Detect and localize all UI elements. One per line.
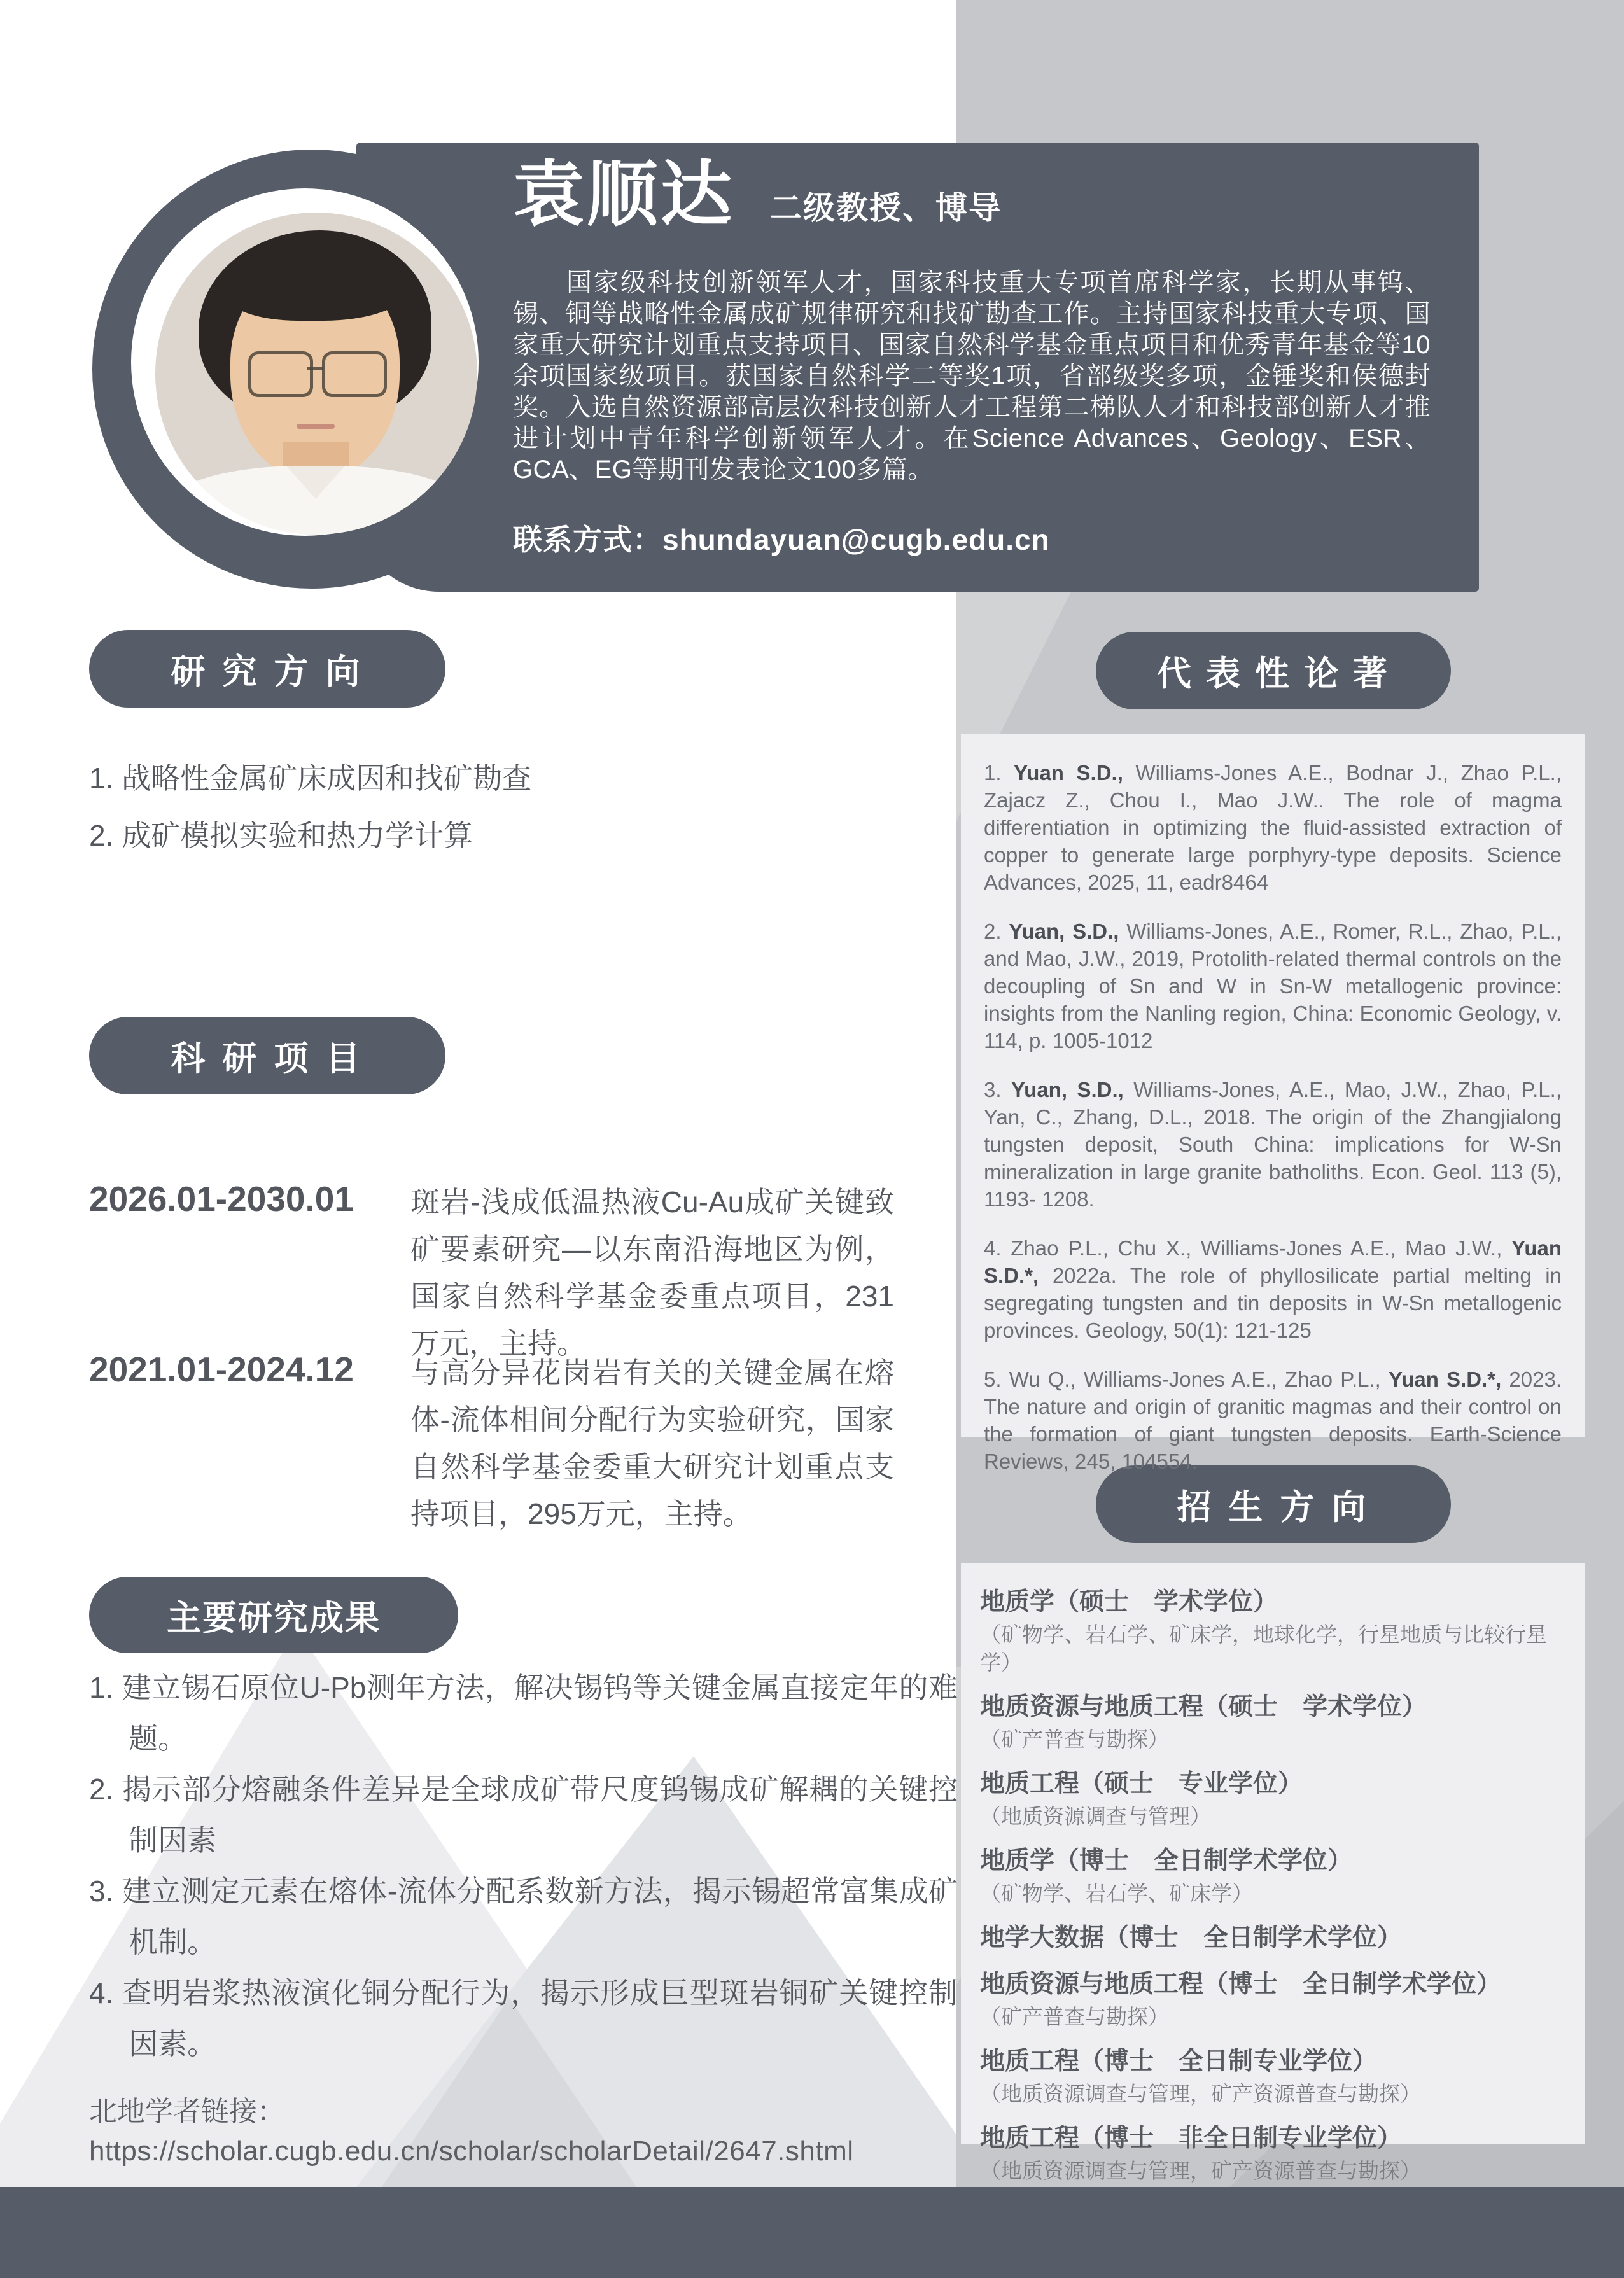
achievements-list [89, 1662, 958, 2069]
research-direction-item: 1. 战略性金属矿床成因和找矿勘查 [89, 762, 532, 795]
enrollment-item-title: 地质资源与地质工程（硕士 学术学位） [980, 1693, 1427, 1721]
enrollment-item-detail: （地质资源调查与管理，矿产资源普查与勘探） [980, 2159, 1421, 2183]
projects-badge: 科 研 项 目 [89, 1017, 445, 1094]
achievement-item: 2. 揭示部分熔融条件差异是全球成矿带尺度钨锡成矿解耦的关键控制因素 [89, 1773, 958, 1857]
enrollment-box [961, 1563, 1585, 2183]
achievement-item: 3. 建立测定元素在熔体-流体分配系数新方法，揭示锡超常富集成矿机制。 [89, 1875, 958, 1959]
research-directions-badge: 研 究 方 向 [89, 630, 445, 708]
publication-text: 2. [984, 919, 1009, 943]
person-name: 袁顺达 [513, 155, 734, 234]
contact-line[interactable]: 联系方式：shundayuan@cugb.edu.cn [513, 523, 1050, 556]
enrollment-item-title: 地质工程（博士 非全日制专业学位） [980, 2125, 1403, 2152]
photo-glasses-left [248, 351, 313, 397]
enrollment-item [980, 2123, 1565, 2185]
enrollment-item [980, 2046, 1565, 2108]
publications-badge: 代 表 性 论 著 [1096, 632, 1451, 709]
project-period: 2021.01-2024.12 [89, 1350, 354, 1389]
photo-glasses-bridge [307, 367, 323, 370]
publication-item [984, 759, 1562, 896]
scholar-link-block [89, 2092, 967, 2171]
scholar-link-url[interactable]: https://scholar.cugb.edu.cn/scholar/scholarDetail/2647.shtml [89, 2135, 854, 2167]
publication-author-highlight: Yuan S.D.*, [984, 1236, 1562, 1287]
enrollment-item-title: 地质学（博士 全日制学术学位） [980, 1847, 1353, 1875]
enrollment-item-detail: （矿物学、岩石学、矿床学） [980, 1882, 1253, 1905]
enrollment-item-title: 地学大数据（博士 全日制学术学位） [980, 1924, 1403, 1952]
enrollment-item-title: 地质学（硕士 学术学位） [980, 1588, 1278, 1616]
publication-text: Williams-Jones, A.E., Romer, R.L., Zhao, P.L., and Mao, J.W., 2019, Protolith-related thermal controls on the decoupling of Sn and W in Sn-W metallogenic province: insights from the Nanling region, China: Economic Geology, v. 114, p. 1005-1012 [984, 919, 1562, 1052]
project-description: 与高分异花岗岩有关的关键金属在熔体-流体相间分配行为实验研究，国家自然科学基金委重大研究计划重点支持项目，295万元，主持。 [410, 1356, 894, 1530]
photo-glasses-right [322, 351, 387, 397]
enrollment-item-title: 地质工程（博士 全日制专业学位） [980, 2048, 1378, 2075]
enrollment-badge: 招 生 方 向 [1096, 1465, 1451, 1543]
publication-text: Williams-Jones A.E., Bodnar J., Zhao P.L., Zajacz Z., Chou I., Mao J.W.. The role of magma differentiation in optimizing the fluid-assisted extraction of copper to generate large porphyry-type deposits. Science Advances, 2025, 11, eadr8464 [984, 761, 1562, 894]
enrollment-item [980, 1922, 1565, 1954]
footer-bar [0, 2187, 1624, 2278]
enrollment-item-detail: （矿产普查与勘探） [980, 2005, 1169, 2029]
publication-author-highlight: Yuan S.D., [1014, 761, 1123, 785]
publication-author-highlight: Yuan, S.D., [1011, 1078, 1124, 1101]
photo-hair-fringe [224, 251, 409, 321]
enrollment-item [980, 1768, 1565, 1831]
enrollment-item-title: 地质资源与地质工程（博士 全日制学术学位） [980, 1971, 1502, 1998]
enrollment-item [980, 1586, 1565, 1677]
enrollment-item-detail: （矿物学、岩石学、矿床学，地球化学，行星地质与比较行星学） [980, 1623, 1547, 1674]
photo-mouth [297, 424, 335, 429]
enrollment-item-detail: （矿产普查与勘探） [980, 1728, 1169, 1751]
enrollment-item-detail: （地质资源调查与管理） [980, 1805, 1211, 1828]
enrollment-item-title: 地质工程（硕士 专业学位） [980, 1770, 1303, 1798]
publication-author-highlight: Yuan S.D.*, [1389, 1367, 1502, 1391]
publication-item [984, 1234, 1562, 1344]
research-direction-item: 2. 成矿模拟实验和热力学计算 [89, 819, 473, 852]
enrollment-item [980, 1691, 1565, 1754]
enrollment-item [980, 1845, 1565, 1908]
publication-item [984, 1366, 1562, 1475]
publication-text: Williams-Jones, A.E., Mao, J.W., Zhao, P.L., Yan, C., Zhang, D.L., 2018. The origin of the Zhangjialong tungsten deposit, South China: implications for W-Sn mineralization in large granite batholiths. Econ. Geol. 113 (5), 1193- 1208. [984, 1078, 1562, 1211]
publications-box [961, 734, 1585, 1473]
achievement-item: 4. 查明岩浆热液演化铜分配行为，揭示形成巨型斑岩铜矿关键控制因素。 [89, 1976, 958, 2060]
publication-text: 5. Wu Q., Williams-Jones A.E., Zhao P.L., [984, 1367, 1389, 1391]
publication-text: 4. Zhao P.L., Chu X., Williams-Jones A.E., Mao J.W., [984, 1236, 1512, 1260]
project-description: 斑岩-浅成低温热液Cu-Au成矿关键致矿要素研究—以东南沿海地区为例，国家自然科学基金委重点项目，231万元，主持。 [410, 1185, 894, 1360]
publication-item [984, 1076, 1562, 1213]
name-row [513, 155, 1002, 234]
project-period: 2026.01-2030.01 [89, 1179, 354, 1219]
enrollment-item [980, 1969, 1565, 2031]
publication-text: 2022a. The role of phyllosilicate partial melting in segregating tungsten and tin deposits in W-Sn metallogenic provinces. Geology, 50(1): 121-125 [984, 1264, 1562, 1342]
publication-item [984, 918, 1562, 1054]
bio-paragraph: 国家级科技创新领军人才，国家科技重大专项首席科学家，长期从事钨、锡、铜等战略性金属成矿规律研究和找矿勘查工作。主持国家科技重大专项、国家重大研究计划重点支持项目、国家自然科学基金重点项目和优秀青年基金等10余项国家级项目。获国家自然科学二等奖1项，省部级奖多项，金锤奖和侯德封奖。入选自然资源部高层次科技创新人才工程第二梯队人才和科技部创新人才推进计划中青年科学创新领军人才。在Science Advances、Geology、ESR、GCA、EG等期刊发表论文100多篇。 [513, 269, 1431, 484]
person-title: 二级教授、博导 [770, 190, 1002, 226]
publication-text: 1. [984, 761, 1014, 785]
project-row [89, 1349, 894, 1537]
achievement-item: 1. 建立锡石原位U-Pb测年方法，解决锡钨等关键金属直接定年的难题。 [89, 1671, 958, 1755]
research-directions-list [89, 750, 955, 864]
profile-photo [155, 213, 477, 535]
publication-author-highlight: Yuan, S.D., [1009, 919, 1119, 943]
enrollment-item-detail: （地质资源调查与管理，矿产资源普查与勘探） [980, 2082, 1421, 2106]
project-row [89, 1178, 894, 1367]
achievements-badge: 主要研究成果 [89, 1577, 458, 1653]
publication-text: 3. [984, 1078, 1011, 1101]
publication-text: 2023. The nature and origin of granitic magmas and their control on the formation of giant tungsten deposits. Earth-Science Reviews, 245, 104554. [984, 1367, 1562, 1473]
scholar-link-label: 北地学者链接： [89, 2096, 285, 2127]
